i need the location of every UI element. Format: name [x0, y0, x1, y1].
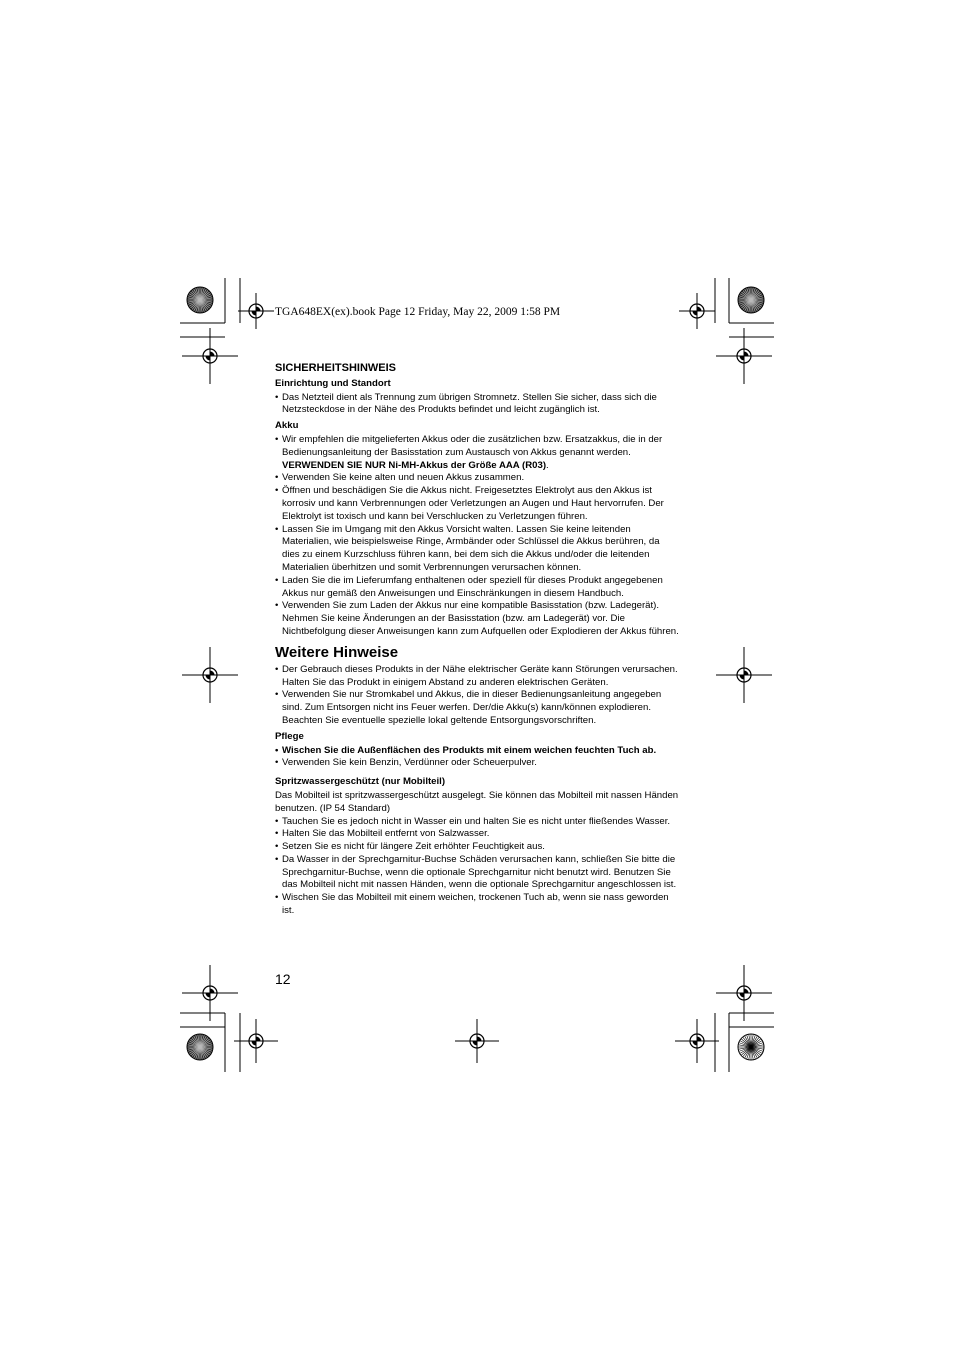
registration-target-icon — [252, 1041, 257, 1046]
registration-target-icon — [256, 1037, 261, 1042]
registration-target-icon — [740, 675, 745, 680]
akku-item-text: Wir empfehlen die mitgelieferten Akkus oder die zusätzlichen bzw. Ersatzakkus, die in der Bedienungsanleitung der Basisstation zum Austausch von Akkus genannt werden. — [282, 433, 663, 458]
list-item: • Der Gebrauch dieses Produkts in der Nähe elektrischer Geräte kann Störungen verursachen. Halten Sie das Produkt in einigem Abstand zu anderen elektrischen Geräten. — [275, 664, 679, 690]
list-item: • Das Netzteil dient als Trennung zum übrigen Stromnetz. Stellen Sie sicher, dass sich die Netzsteckdose in der Nähe des Produkts befindet und leicht zugänglich ist. — [275, 392, 679, 418]
registration-target-icon — [477, 1037, 482, 1042]
list-item: • Tauchen Sie es jedoch nicht in Wasser ein und halten Sie es nicht unter fließendes Wasser. — [275, 816, 679, 829]
list-item: • Verwenden Sie zum Laden der Akkus nur eine kompatible Basisstation (bzw. Ladegerät). Nehmen Sie keine Änderungen an der Basisstation (bzw. am Ladegerät) vor. Die Nichtbefolgung dieser Anweisungen kann zum Aufquellen oder Explodieren der Akkus führen. — [275, 600, 679, 638]
setup-heading: Einrichtung und Standort — [275, 377, 391, 389]
registration-target-icon — [693, 1041, 698, 1046]
registration-target-icon — [210, 671, 215, 676]
akku-warning: VERWENDEN SIE NUR Ni-MH-Akkus der Größe AAA (R03) — [282, 459, 547, 471]
registration-target-icon — [740, 993, 745, 998]
list-item: • Setzen Sie es nicht für längere Zeit erhöhter Feuchtigkeit aus. — [275, 841, 679, 854]
spritz-intro: Das Mobilteil ist spritzwassergeschützt ausgelegt. Sie können das Mobilteil mit nassen Händen benutzen. (IP 54 Standard) — [275, 789, 679, 814]
registration-target-icon — [697, 307, 702, 312]
list-item: • Laden Sie die im Lieferumfang enthaltenen oder speziell für dieses Produkt angegebenen Akkus nur gemäß den Anweisungen und Einschränkungen in diesem Handbuch. — [275, 575, 679, 601]
registration-target-icon — [693, 311, 698, 316]
setup-list — [275, 392, 679, 418]
weitere-list — [275, 664, 679, 728]
pflege-list — [275, 745, 679, 771]
list-item: • Verwenden Sie kein Benzin, Verdünner oder Scheuerpulver. — [275, 757, 679, 770]
list-item: • Verwenden Sie nur Stromkabel und Akkus, die in dieser Bedienungsanleitung angegeben sind. Zum Entsorgen nicht ins Feuer werfen. Der/die Akku(s) kann/können explodieren. Beachten Sie eventuelle spezielle lokal geltende Entsorgungsvorschriften. — [275, 689, 679, 727]
registration-target-icon — [210, 989, 215, 994]
section-title: SICHERHEITSHINWEIS — [275, 362, 397, 374]
list-item: • Öffnen und beschädigen Sie die Akkus nicht. Freigesetztes Elektrolyt aus den Akkus ist korrosiv und kann Verbrennungen oder Verletzungen an Augen und Haut hervorrufen. Der Elektrolyt ist toxisch und kann bei Verschlucken zu Verletzungen führen. — [275, 485, 679, 523]
registration-target-icon — [744, 989, 749, 994]
list-item: • Wischen Sie die Außenflächen des Produkts mit einem weichen feuchten Tuch ab. — [275, 745, 679, 758]
registration-target-icon — [252, 311, 257, 316]
print-header: TGA648EX(ex).book Page 12 Friday, May 22, 2009 1:58 PM — [275, 306, 561, 318]
pflege-heading: Pflege — [275, 730, 304, 742]
list-item: • Verwenden Sie keine alten und neuen Akkus zusammen. — [275, 472, 679, 485]
registration-target-icon — [697, 1037, 702, 1042]
registration-target-icon — [206, 993, 211, 998]
registration-target-icon — [744, 671, 749, 676]
registration-target-icon — [740, 356, 745, 361]
registration-target-icon — [210, 352, 215, 357]
akku-item-end: . — [546, 459, 549, 471]
page-number: 12 — [275, 971, 291, 987]
registration-target-icon — [206, 356, 211, 361]
akku-list — [275, 434, 679, 639]
document-body — [275, 362, 679, 918]
registration-target-icon — [744, 352, 749, 357]
spritz-heading: Spritzwassergeschützt (nur Mobilteil) — [275, 776, 446, 788]
akku-heading: Akku — [275, 420, 299, 432]
registration-target-icon — [206, 675, 211, 680]
list-item: • Da Wasser in der Sprechgarnitur-Buchse Schäden verursachen kann, schließen Sie bitte die Sprechgarnitur-Buchse, wenn die optionale Sprechgarnitur nicht benutzt wird. Benutzen Sie das Mobilteil nicht mit nassen Händen, wenn die optionale Sprechgarnitur angeschlossen ist. — [275, 854, 679, 892]
list-item: • Lassen Sie im Umgang mit den Akkus Vorsicht walten. Lassen Sie keine leitenden Materialien, wie beispielsweise Ringe, Armbänder oder Schlüssel die Akkus berühren, da dies zu einem Kurzschluss führen kann, bei dem sich die Akkus und/oder die leitenden Materialien überhitzen und somit Verbrennungen verursachen können. — [275, 524, 679, 575]
list-item — [275, 434, 679, 472]
list-item: • Wischen Sie das Mobilteil mit einem weichen, trockenen Tuch ab, wenn sie nass geworden ist. — [275, 892, 679, 918]
list-item: • Halten Sie das Mobilteil entfernt von Salzwasser. — [275, 828, 679, 841]
weitere-heading: Weitere Hinweise — [275, 643, 399, 661]
spritz-list — [275, 816, 679, 918]
registration-target-icon — [473, 1041, 478, 1046]
registration-target-icon — [256, 307, 261, 312]
